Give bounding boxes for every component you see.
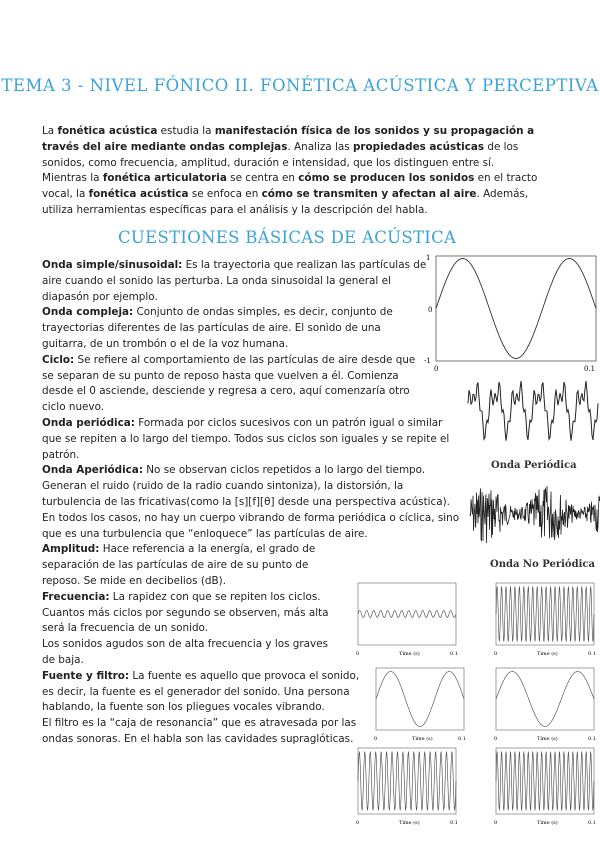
- periodic-wave-caption: Onda Periódica: [491, 460, 577, 471]
- intro-paragraph-2: [42, 171, 562, 218]
- definition-item: [42, 258, 432, 305]
- definition-text: Los sonidos agudos son de alta frecuencia y los graves de baja.: [42, 638, 329, 666]
- definition-item: [42, 590, 342, 637]
- definition-term: Onda compleja:: [42, 306, 134, 319]
- source-wave-plot-right: [490, 664, 600, 744]
- definition-text: Conjunto de ondas simples, es decir, conjunto de trayectorias diferentes de las partículas de aire. El sonido de una guitarra, de un trombón o el de la voz humana.: [42, 306, 393, 350]
- plot-x-label: Time (s): [399, 651, 420, 657]
- definition-item: [42, 637, 342, 669]
- definition-text: Se refiere al comportamiento de las partículas de aire desde que se separan de su punto de reposo hasta que vuelven a él. Comienza desde el 0 asciende, desciende y regresa a cero, aquí comenzaría otro ciclo nuevo.: [42, 353, 416, 414]
- definition-text: La rapidez con que se repiten los ciclos. Cuantos más ciclos por segundo se observen, más alta será la frecuencia de un sonido.: [42, 590, 329, 635]
- intro-text: [42, 124, 562, 219]
- plot-x-label: Time (s): [537, 651, 558, 657]
- plot-x-label: Time (s): [537, 736, 558, 742]
- definition-text: Formada por ciclos sucesivos con un patrón igual o similar que se repiten a lo largo del tiempo. Todos sus ciclos son iguales y se repite el patrón.: [42, 416, 450, 461]
- definition-item: [42, 305, 422, 352]
- definition-term: Amplitud:: [42, 543, 100, 556]
- plot-x-tick: 0.1: [458, 736, 466, 742]
- bold-term: fonética acústica: [88, 188, 189, 201]
- plot-x-tick: 0.1: [588, 651, 596, 657]
- plot-x-label: Time (s): [412, 736, 433, 742]
- page-title: TEMA 3 - NIVEL FÓNICO II. FONÉTICA ACÚSTICA Y PERCEPTIVA: [1, 76, 599, 95]
- definition-term: Onda simple/sinusoidal:: [42, 259, 183, 271]
- sine-y-tick: -1: [424, 357, 431, 365]
- plot-frame: [496, 668, 594, 730]
- definition-text: Hace referencia a la energía, el grado de separación de las partículas de aire de su punto de reposo. Se mide en decibelios (dB).: [42, 543, 316, 587]
- section-subtitle: CUESTIONES BÁSICAS DE ACÚSTICA: [118, 228, 457, 247]
- sine-x-tick: 0: [434, 365, 439, 373]
- bold-term: cómo se transmiten y afectan al aire: [261, 188, 477, 201]
- text-run: de los sonidos, como frecuencia, amplitud, duración e intensidad, que los distinguen entre sí.: [42, 140, 519, 169]
- plot-x-tick: 0: [494, 736, 498, 742]
- plot-x-label: Time (s): [399, 820, 420, 826]
- wave-line: [358, 752, 456, 811]
- plot-x-label: Time (s): [537, 820, 558, 826]
- filter-wave-plot-left: [352, 744, 462, 828]
- definition-item: [42, 463, 462, 542]
- plot-x-tick: 0: [356, 651, 360, 657]
- definition-term: Onda Aperiódica:: [42, 464, 143, 477]
- text-run: se centra en: [226, 172, 299, 185]
- periodic-wave-figure: [466, 376, 600, 458]
- amplitude-wave-plot: [352, 579, 462, 659]
- text-run: en el tracto vocal, la: [42, 172, 538, 201]
- text-run: . Además, utiliza herramientas específicas para el análisis y la descripción del habla.: [42, 188, 529, 216]
- text-run: Mientras la: [42, 172, 103, 185]
- sine-wave-figure: [424, 251, 600, 373]
- wave-line: [496, 586, 594, 641]
- definition-term: Frecuencia:: [42, 590, 110, 603]
- text-run: La: [42, 125, 58, 137]
- plot-x-tick: 0.1: [450, 820, 458, 826]
- definition-term: Onda periódica:: [42, 416, 135, 429]
- definition-item: [42, 542, 342, 589]
- definition-item: [42, 669, 367, 716]
- wave-line: [496, 752, 594, 811]
- plot-x-tick: 0: [374, 736, 378, 742]
- definition-term: Ciclo:: [42, 353, 75, 366]
- aperiodic-wave-caption: Onda No Periódica: [490, 559, 595, 570]
- plot-x-tick: 0: [494, 820, 498, 826]
- plot-x-tick: 0: [356, 820, 360, 826]
- text-run: . Analiza las: [287, 140, 353, 153]
- plot-frame: [376, 668, 464, 730]
- bold-term: manifestación física de los sonidos y su propagación a través del aire mediante ondas complejas: [42, 125, 535, 153]
- wave-line: [358, 611, 456, 618]
- plot-x-tick: 0.1: [588, 820, 596, 826]
- intro-paragraph-1: [42, 124, 562, 171]
- bold-term: propiedades acústicas: [352, 140, 485, 153]
- bold-term: fonética acústica: [57, 125, 158, 137]
- definition-term: Fuente y filtro:: [42, 669, 130, 682]
- text-run: se enfoca en: [188, 188, 262, 201]
- filter-wave-plot-right: [490, 744, 600, 828]
- frequency-wave-plot: [490, 579, 600, 659]
- plot-x-tick: 0.1: [450, 651, 458, 657]
- wave-line: [376, 671, 464, 726]
- bold-term: cómo se producen los sonidos: [298, 172, 475, 185]
- definition-item: [42, 416, 462, 463]
- definition-text: Es la trayectoria que realizan las partículas de aire cuando el sonido las perturba. La onda sinusoidal la general el diapasón por ejemplo.: [42, 259, 427, 303]
- bold-term: fonética articulatoria: [102, 172, 227, 185]
- aperiodic-wave-figure: [468, 478, 600, 550]
- definition-text: No se observan ciclos repetidos a lo largo del tiempo. Generan el ruido (ruido de la radio cuando sintoniza), la distorsión, la turbulencia de las fricativas(como la [s][f][θ] desde una perspectiva acústica). En todos los casos, no hay un cuerpo vibrando de forma periódica o cíclica, sino que es una turbulencia que “enloquece” las partículas de aire.: [42, 464, 460, 540]
- wave-line: [496, 671, 594, 726]
- sine-y-tick: 0: [428, 306, 433, 314]
- source-wave-plot-left: [370, 664, 470, 744]
- plot-x-tick: 0: [494, 651, 498, 657]
- text-run: estudia la: [157, 125, 215, 137]
- sine-x-tick: 0.1: [584, 365, 596, 373]
- definition-item: [42, 716, 367, 748]
- definition-text: El filtro es la “caja de resonancia” que es atravesada por las ondas sonoras. En el habla son las cavidades supraglóticas.: [42, 717, 357, 745]
- sine-y-tick: 1: [426, 254, 431, 262]
- plot-x-tick: 0.1: [588, 736, 596, 742]
- definition-item: [42, 353, 422, 416]
- definition-text: La fuente es aquello que provoca el sonido, es decir, la fuente es el generador del sonido. Una persona hablando, la fuente son los pliegues vocales vibrando.: [42, 669, 360, 714]
